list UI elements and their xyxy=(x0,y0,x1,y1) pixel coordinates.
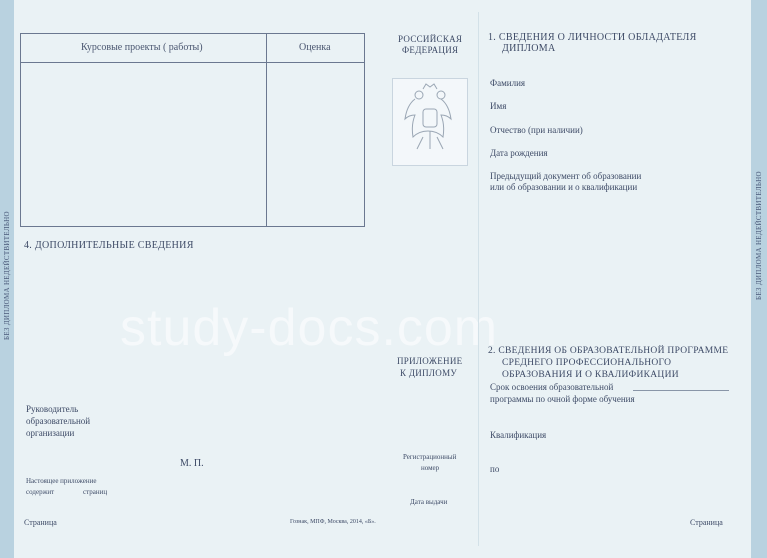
field-previous-doc-line-1: Предыдущий документ об образовании xyxy=(490,171,642,181)
duration-line-2: программы по очной форме обучения xyxy=(490,394,635,404)
section-2-title-line-1: 2. СВЕДЕНИЯ ОБ ОБРАЗОВАТЕЛЬНОЙ ПРОГРАММЕ xyxy=(488,346,729,356)
appendix-contains-label: содержит xyxy=(26,488,55,496)
qualification-label: Квалификация xyxy=(490,430,547,440)
duration-line-1: Срок освоения образовательной xyxy=(490,382,614,392)
country-line-2: ФЕДЕРАЦИЯ xyxy=(402,45,459,55)
field-patronymic: Отчество (при наличии) xyxy=(490,125,583,135)
field-name: Имя xyxy=(490,101,507,111)
appendix-contains-line: Настоящее приложение xyxy=(26,477,97,485)
reg-number-line-2: номер xyxy=(421,464,440,472)
left-strip-text: БЕЗ ДИПЛОМА НЕДЕЙСТВИТЕЛЬНО xyxy=(3,211,11,340)
coat-of-arms-emblem xyxy=(392,78,468,166)
issue-date-label: Дата выдачи xyxy=(410,498,448,506)
right-page-label: Страница xyxy=(690,518,723,527)
appendix-title-line-2: К ДИПЛОМУ xyxy=(400,368,458,378)
section-1-title-line-2: ДИПЛОМА xyxy=(502,43,556,54)
appendix-pages-label: страниц xyxy=(83,488,108,496)
section-4-title: 4. ДОПОЛНИТЕЛЬНЫЕ СВЕДЕНИЯ xyxy=(24,240,194,251)
appendix-title-line-1: ПРИЛОЖЕНИЕ xyxy=(397,356,463,366)
section-1-title-line-1: 1. СВЕДЕНИЯ О ЛИЧНОСТИ ОБЛАДАТЕЛЯ xyxy=(488,32,697,43)
head-line-1: Руководитель xyxy=(26,404,79,414)
duration-underline xyxy=(633,390,729,391)
table-header-grade: Оценка xyxy=(299,42,331,53)
stamp-place: М. П. xyxy=(180,458,204,469)
field-previous-doc-line-2: или об образовании и о квалификации xyxy=(490,182,638,192)
head-line-3: организации xyxy=(26,428,75,438)
watermark-text: study-docs.com xyxy=(120,299,499,357)
page-divider-line xyxy=(478,12,479,546)
printer-imprint: Гознак, МПФ, Москва, 2014, «Б». xyxy=(290,519,376,525)
section-2-title-line-3: ОБРАЗОВАНИЯ И О КВАЛИФИКАЦИИ xyxy=(502,370,679,380)
left-page-label: Страница xyxy=(24,518,57,527)
field-birth-date: Дата рождения xyxy=(490,148,548,158)
right-strip-text: БЕЗ ДИПЛОМА НЕДЕЙСТВИТЕЛЬНО xyxy=(755,171,763,300)
coursework-table xyxy=(20,33,365,227)
field-surname: Фамилия xyxy=(490,78,526,88)
section-2-title-line-2: СРЕДНЕГО ПРОФЕССИОНАЛЬНОГО xyxy=(502,358,672,368)
head-line-2: образовательной xyxy=(26,416,91,426)
specialty-by-label: по xyxy=(490,464,500,474)
double-headed-eagle-icon xyxy=(393,79,467,165)
country-line-1: РОССИЙСКАЯ xyxy=(398,34,463,44)
reg-number-line-1: Регистрационный xyxy=(403,453,457,461)
table-header-projects: Курсовые проекты ( работы) xyxy=(81,42,203,53)
